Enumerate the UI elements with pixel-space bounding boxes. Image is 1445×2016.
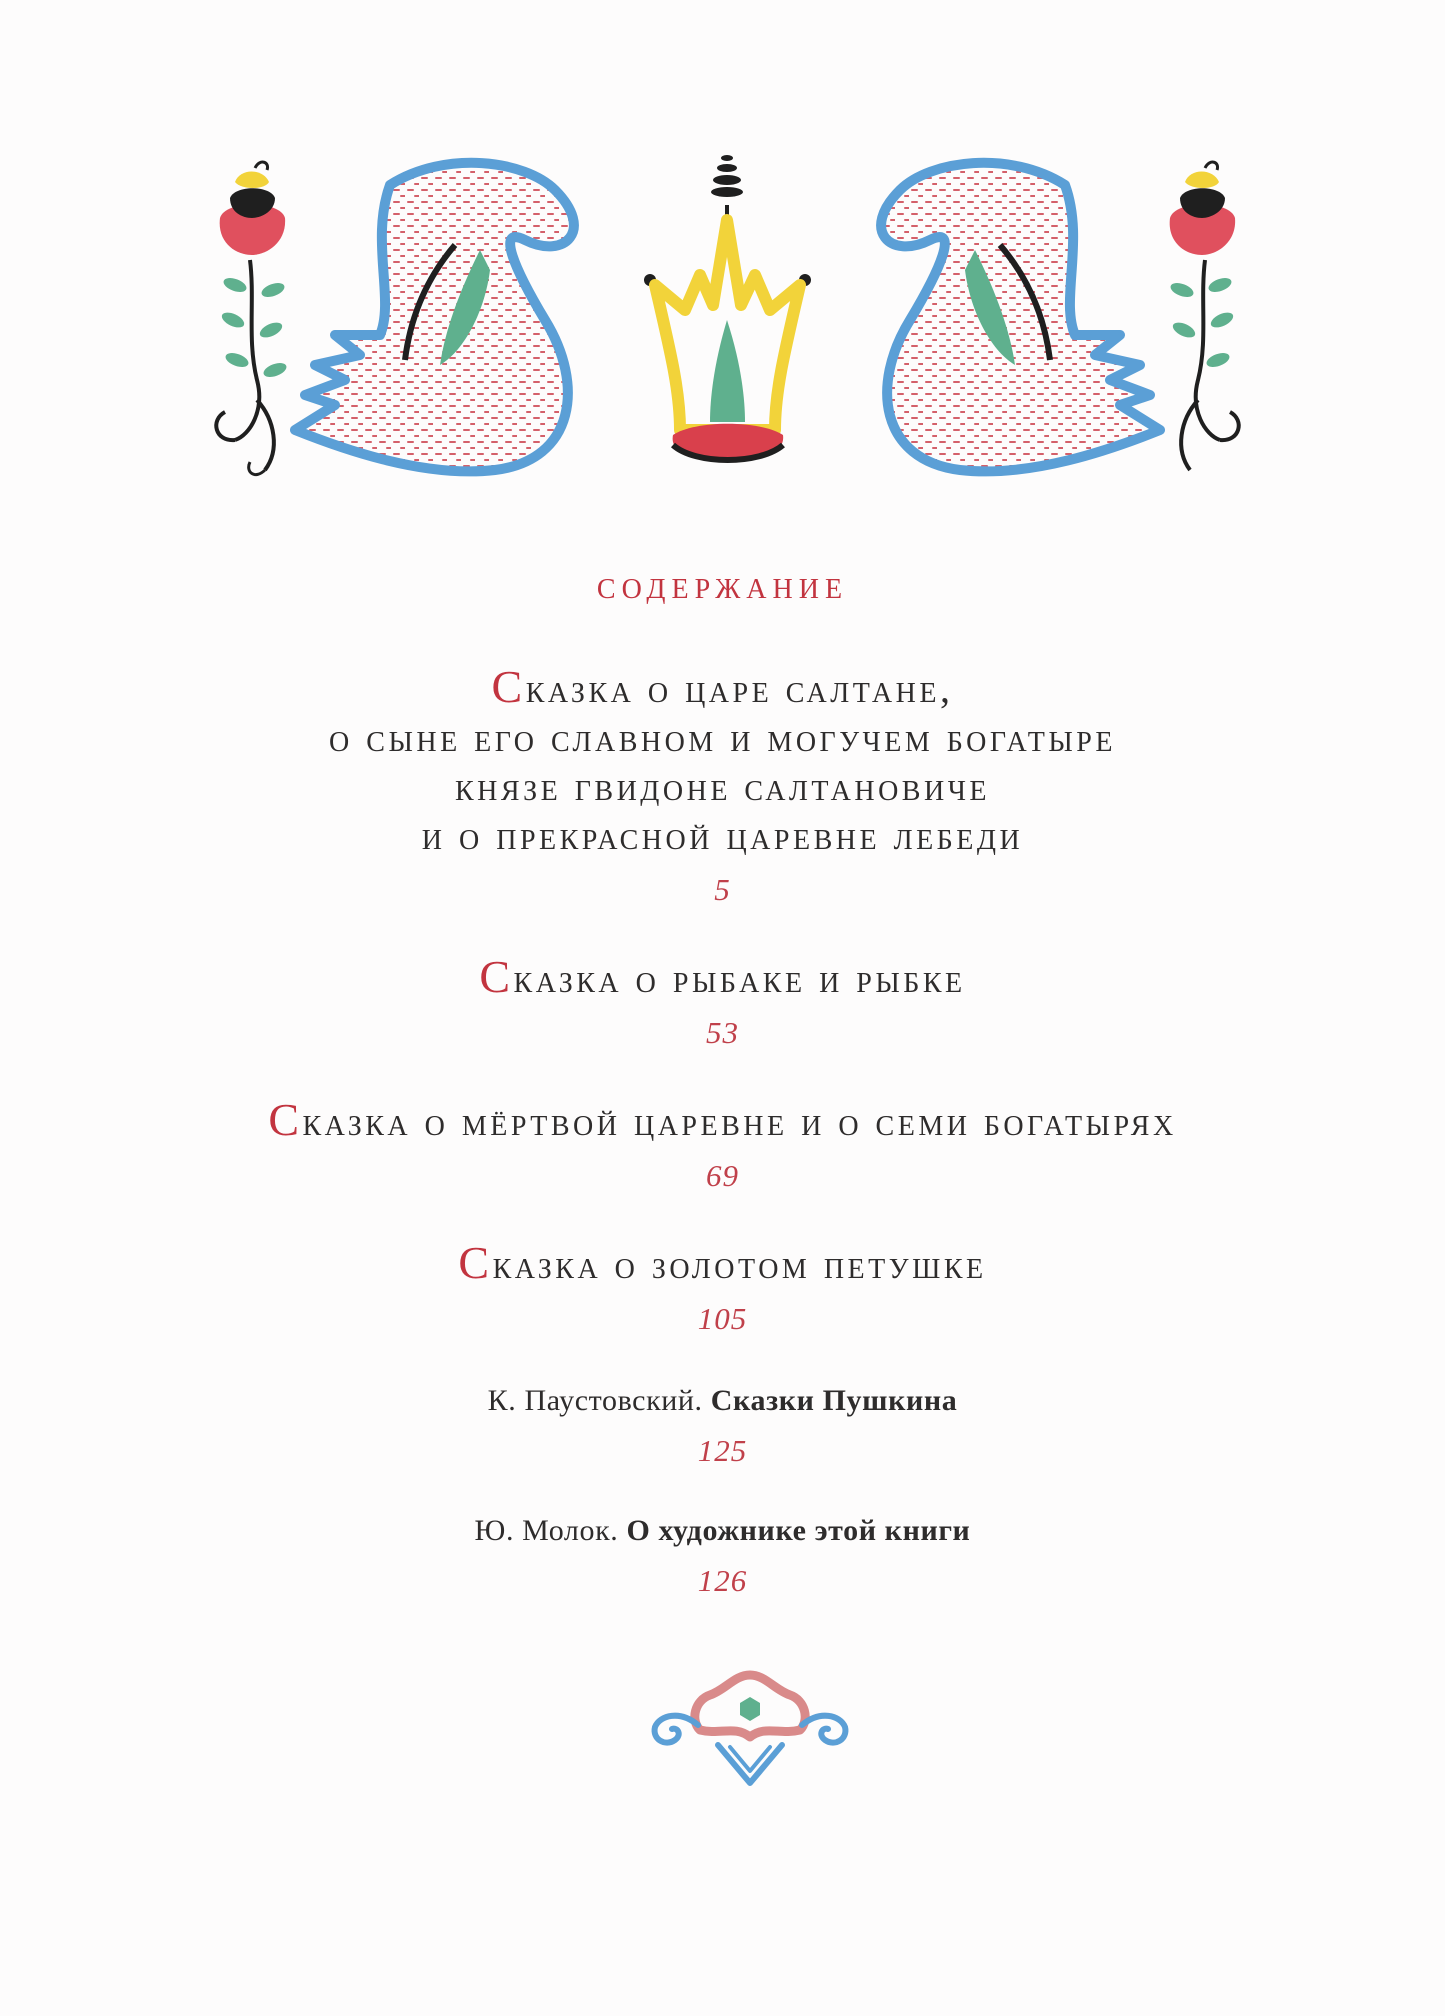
- page-number: 126: [697, 1563, 748, 1598]
- toc-entry-golden-cockerel[interactable]: [0, 1238, 1445, 1339]
- entry-title-line: Сказка о золотом петушке: [458, 1237, 987, 1288]
- entry-title-line: князе гвидоне салтановиче: [455, 764, 990, 809]
- page-number: 105: [697, 1301, 748, 1336]
- left-swan-icon: [295, 163, 574, 472]
- page-number: 69: [706, 1158, 739, 1193]
- right-swan-icon: [881, 163, 1160, 472]
- article-title: О художнике этой книги: [626, 1514, 971, 1547]
- toc-entry-saltan[interactable]: [0, 662, 1445, 910]
- toc-entry-dead-princess[interactable]: [0, 1095, 1445, 1196]
- entry-title-line: и о прекрасной царевне лебеди: [421, 813, 1024, 858]
- toc-entry-fisherman[interactable]: [0, 952, 1445, 1053]
- table-of-contents: [0, 560, 1445, 1641]
- article-line: [0, 1511, 1445, 1551]
- entry-title-line: о сыне его славном и могучем богатыре: [329, 715, 1116, 760]
- entry-title-line: Сказка о царе салтане,: [491, 661, 954, 712]
- page-number: 125: [697, 1433, 748, 1468]
- toc-entry-paustovsky[interactable]: [0, 1381, 1445, 1471]
- article-line: [0, 1381, 1445, 1421]
- article-title: Сказки Пушкина: [710, 1384, 958, 1417]
- right-flower-icon: [1169, 162, 1239, 470]
- toc-entry-molok[interactable]: [0, 1511, 1445, 1601]
- page-number: 5: [714, 872, 731, 907]
- entry-title-line: Сказка о мёртвой царевне и о семи богатырях: [268, 1094, 1177, 1145]
- header-ornament: [195, 150, 1260, 490]
- article-author: К. Паустовский.: [487, 1384, 703, 1417]
- left-flower-icon: [216, 162, 288, 475]
- footer-ornament: [640, 1665, 860, 1795]
- crown-icon: [644, 155, 811, 460]
- article-author: Ю. Молок.: [474, 1514, 619, 1547]
- page-number: 53: [706, 1015, 739, 1050]
- entry-title-line: Сказка о рыбаке и рыбке: [479, 951, 966, 1002]
- toc-heading: содержание: [596, 562, 849, 607]
